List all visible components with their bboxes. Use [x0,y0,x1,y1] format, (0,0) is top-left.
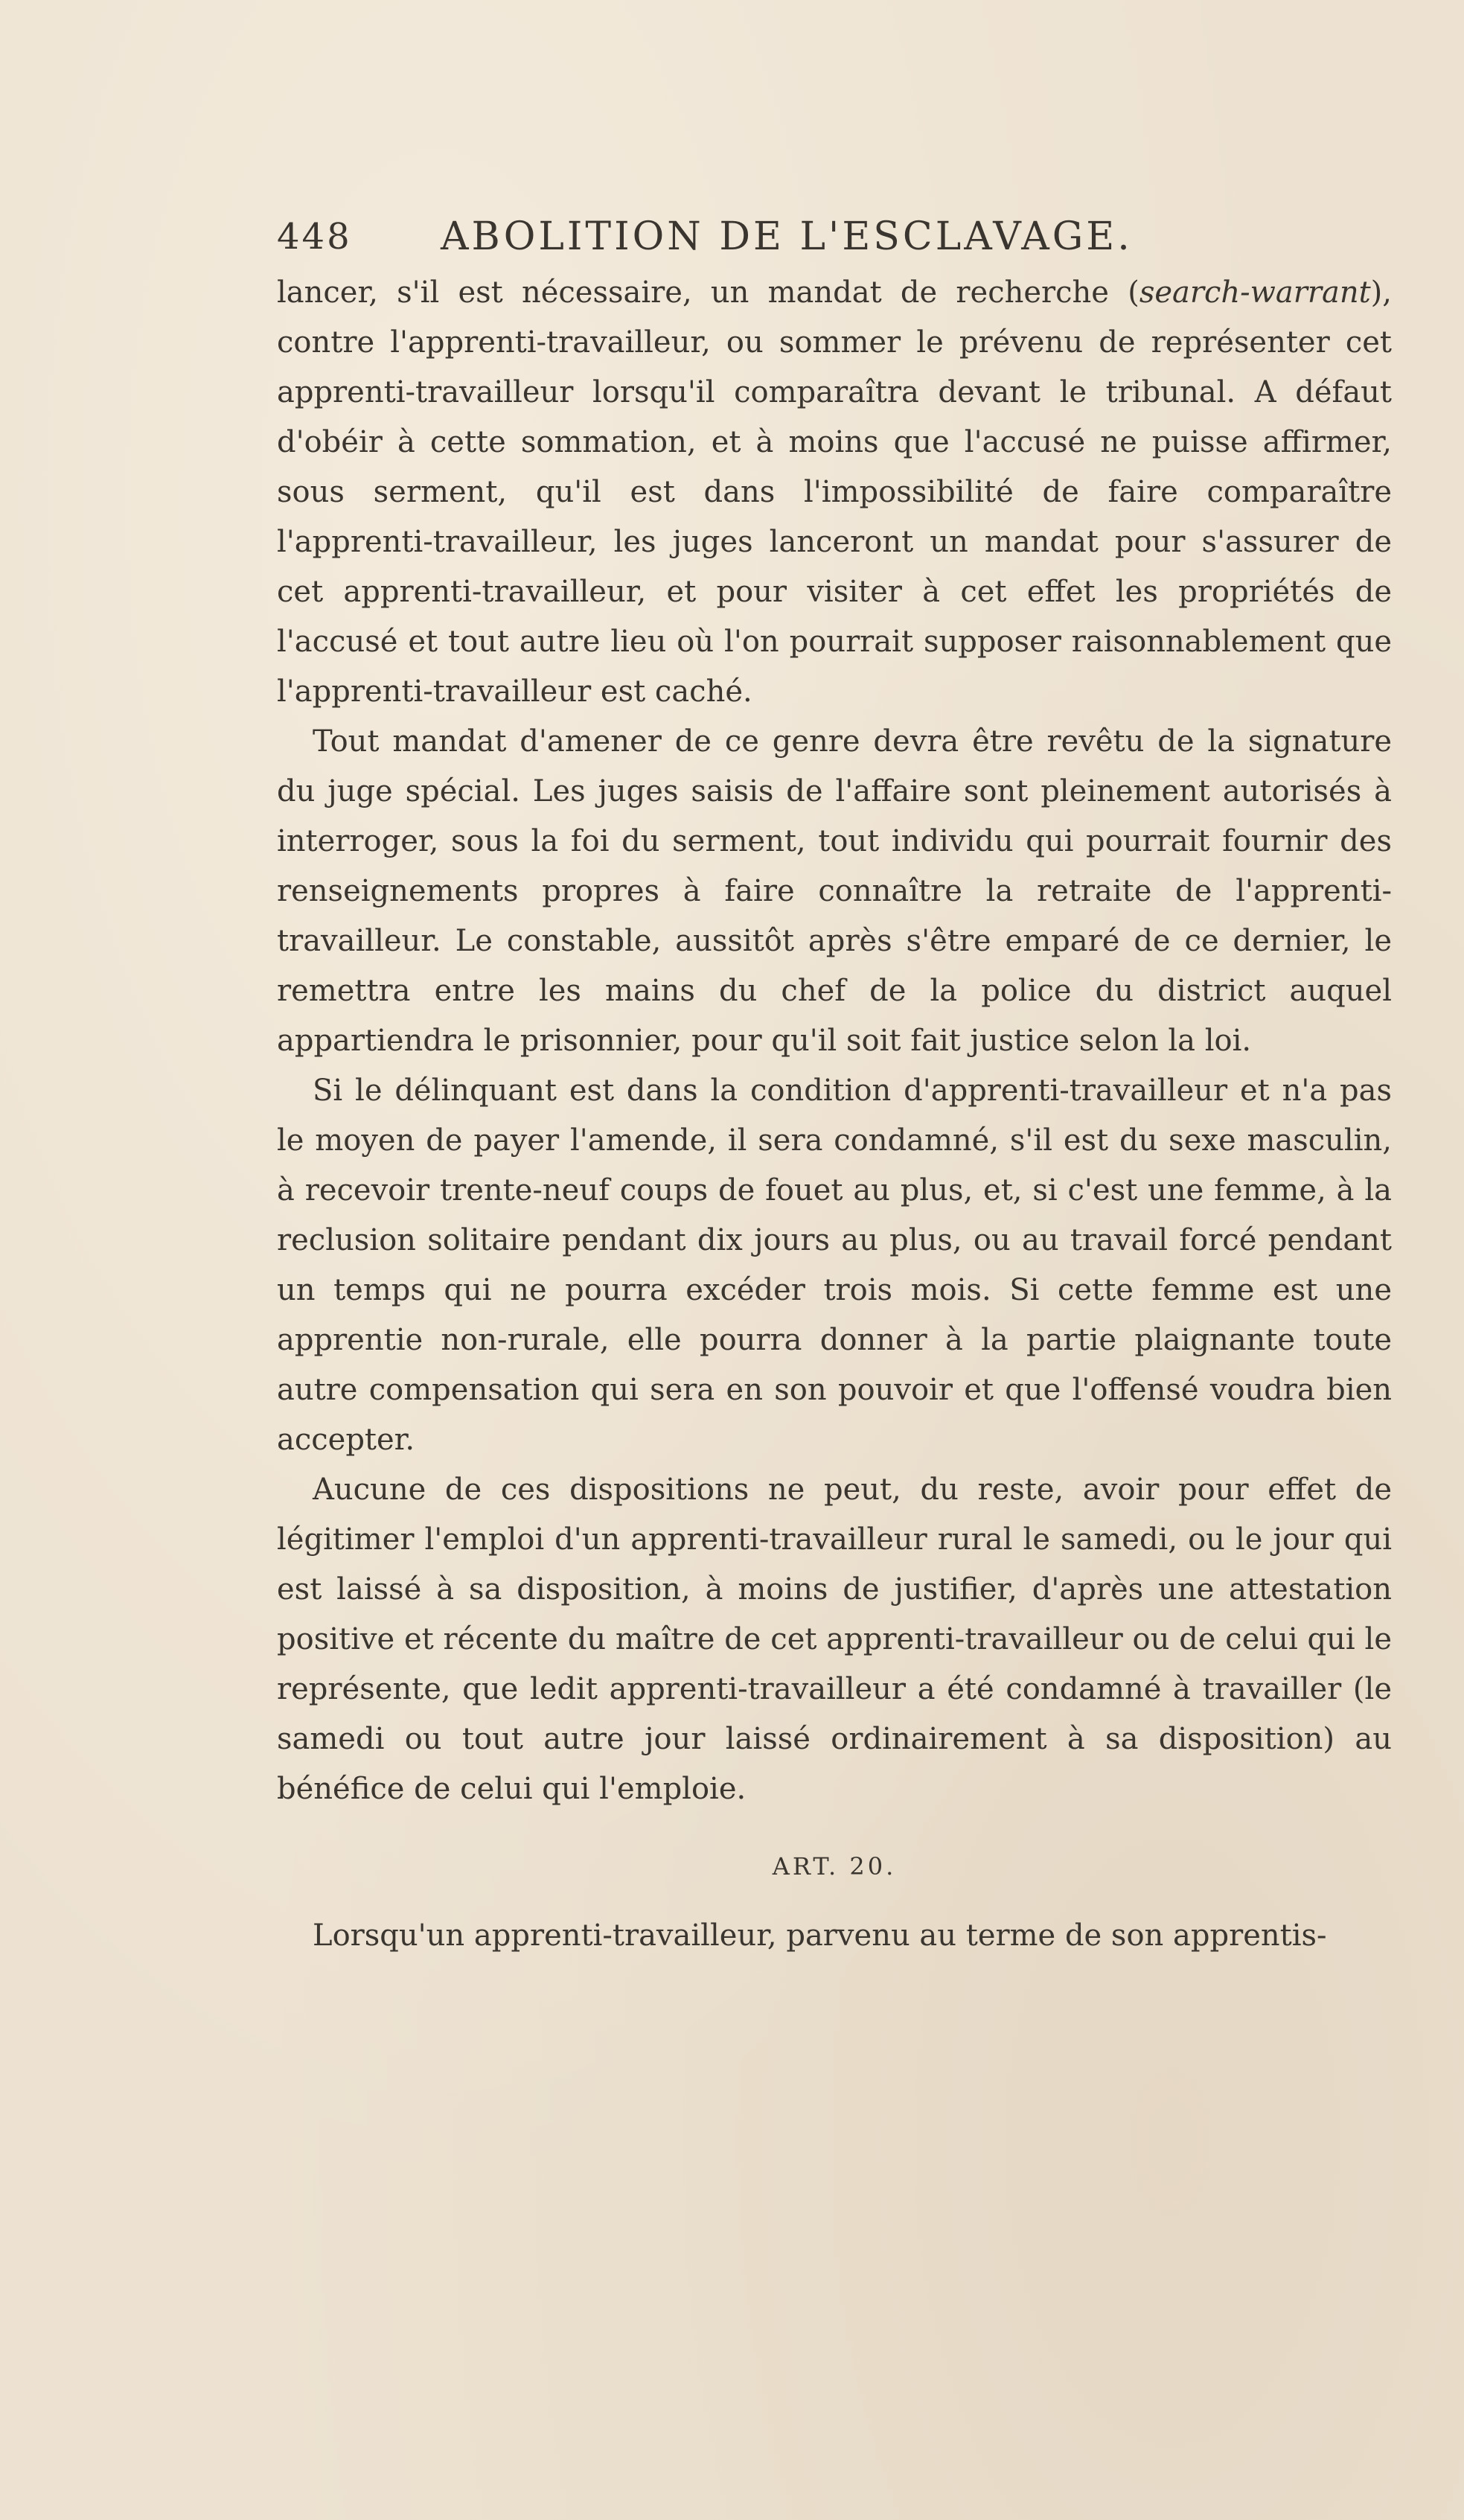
paragraph-continuation [277,268,1392,717]
paragraph-text: lancer, s'il est nécessaire, un mandat de recherche ( [277,275,1139,310]
article-heading: ART. 20. [772,1852,897,1881]
book-page [277,208,1392,1961]
running-head [277,208,1392,268]
paragraph: Aucune de ces dispositions ne peut, du reste, avoir pour effet de légitimer l'emploi d'un apprenti-travailleur rural le samedi, ou le jour qui est laissé à sa disposition, à moins de justifier, d'après une attestation positive et récente du maître de cet apprenti-travailleur ou de celui qui le représente, que ledit apprenti-travailleur a été condamné à travailler (le samedi ou tout autre jour laissé ordinairement à sa disposition) au bénéfice de celui qui l'emploie. [277,1473,1392,1806]
article-text: Lorsqu'un apprenti-travailleur, parvenu au terme de son apprentis- [313,1918,1327,1953]
running-title: ABOLITION DE L'ESCLAVAGE. [441,214,1133,259]
body-text [277,268,1392,1814]
paragraph-text: ), contre l'apprenti-travailleur, ou sommer le prévenu de représenter cet apprenti-travailleur lorsqu'il comparaîtra devant le tribunal. A défaut d'obéir à cette sommation, et à moins que l'accusé ne puisse affirmer, sous serment, qu'il est dans l'impossibilité de faire comparaître l'apprenti-travailleur, les juges lanceront un mandat pour s'assurer de cet apprenti-travailleur, et pour visiter à cet effet les propriétés de l'accusé et tout autre lieu où l'on pourrait supposer raisonnablement que l'apprenti-travailleur est caché. [277,275,1392,709]
italic-term: search-warrant [1139,275,1371,310]
paragraph: Si le délinquant est dans la condition d'apprenti-travailleur et n'a pas le moyen de payer l'amende, il sera condamné, s'il est du sexe masculin, à recevoir trente-neuf coups de fouet au plus, et, si c'est une femme, à la reclusion solitaire pendant dix jours au plus, ou au travail forcé pendant un temps qui ne pourra excéder trois mois. Si cette femme est une apprentie non-rurale, elle pourra donner à la partie plaignante toute autre compensation qui sera en son pouvoir et que l'offensé voudra bien accepter. [277,1074,1392,1457]
paragraph: Tout mandat d'amener de ce genre devra être revêtu de la signature du juge spécial. Les juges saisis de l'affaire sont pleinement autorisés à interroger, sous la foi du serment, tout individu qui pourrait fournir des renseignements propres à faire connaître la retraite de l'apprenti-travailleur. Le constable, aussitôt après s'être emparé de ce dernier, le remettra entre les mains du chef de la police du district auquel appartiendra le prisonnier, pour qu'il soit fait justice selon la loi. [277,724,1392,1058]
page-number: 448 [277,216,352,258]
